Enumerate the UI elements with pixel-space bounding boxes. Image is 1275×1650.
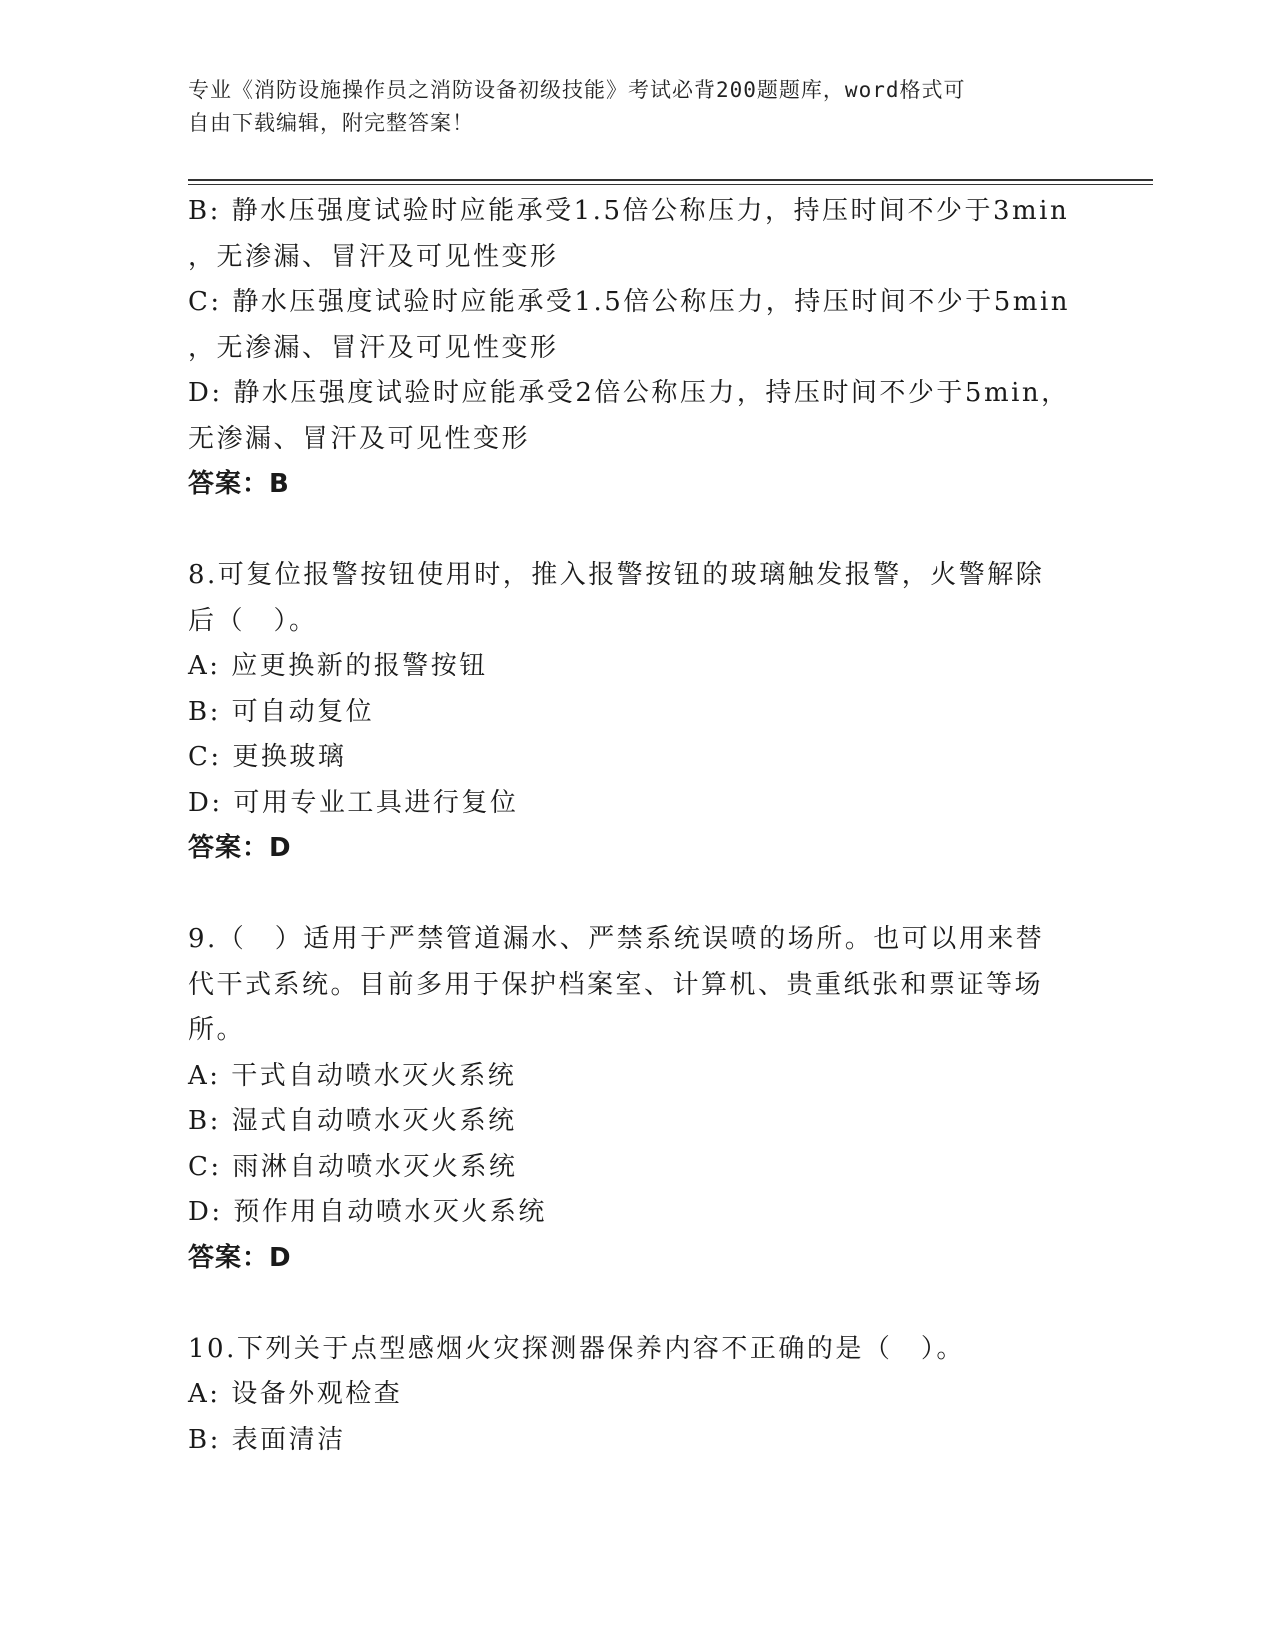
q8-option-d: D: 可用专业工具进行复位 — [188, 787, 519, 818]
q9-option-d: D: 预作用自动喷水灭火系统 — [188, 1197, 547, 1227]
q9-stem-line-3: 所。 — [188, 1015, 246, 1045]
q7-option-b-line-1: B: 静水压强度试验时应能承受1.5倍公称压力，持压时间不少于3min — [188, 196, 1070, 226]
q10-stem-line-1: 10.下列关于点型感烟火灾探测器保养内容不正确的是（ ）。 — [188, 1333, 965, 1364]
spacer — [188, 872, 1088, 918]
q10-option-a: A: 设备外观检查 — [188, 1379, 403, 1409]
header-line-1: 专业《消防设施操作员之消防设备初级技能》考试必背200题题库，word格式可 — [188, 78, 966, 102]
q9-stem-line-2: 代干式系统。目前多用于保护档案室、计算机、贵重纸张和票证等场 — [188, 969, 1044, 1000]
header-divider-thin — [188, 184, 1153, 185]
q7-option-d-line-2: 无渗漏、冒汗及可见性变形 — [188, 423, 531, 454]
q9-option-c: C: 雨淋自动喷水灭火系统 — [188, 1151, 518, 1182]
document-header — [188, 74, 1068, 140]
spacer — [188, 1281, 1088, 1327]
q10-option-b: B: 表面清洁 — [188, 1424, 346, 1455]
q9-option-b: B: 湿式自动喷水灭火系统 — [188, 1106, 517, 1136]
header-divider-thick — [188, 179, 1153, 181]
q7-answer: 答案：B — [188, 469, 290, 499]
q7-option-d-line-1: D: 静水压强度试验时应能承受2倍公称压力，持压时间不少于5min， — [188, 378, 1070, 408]
question-9-block — [188, 917, 1088, 1281]
q7-option-c-line-2: ，无渗漏、冒汗及可见性变形 — [188, 332, 559, 363]
q8-stem-line-2: 后（ ）。 — [188, 605, 318, 636]
question-8-block — [188, 553, 1088, 872]
question-7-block — [188, 189, 1088, 508]
q7-option-c-line-1: C: 静水压强度试验时应能承受1.5倍公称压力，持压时间不少于5min — [188, 287, 1071, 317]
question-10-block — [188, 1327, 1088, 1464]
q8-answer: 答案：D — [188, 833, 292, 863]
q8-option-a: A: 应更换新的报警按钮 — [188, 651, 488, 681]
q9-stem-line-1: 9.（ ）适用于严禁管道漏水、严禁系统误喷的场所。也可以用来替 — [188, 924, 1045, 954]
q9-answer: 答案：D — [188, 1242, 292, 1273]
spacer — [188, 508, 1088, 554]
q9-option-a: A: 干式自动喷水灭火系统 — [188, 1060, 517, 1091]
document-body — [188, 189, 1088, 1463]
q8-stem-line-1: 8.可复位报警按钮使用时，推入报警按钮的玻璃触发报警，火警解除 — [188, 560, 1045, 590]
q8-option-b: B: 可自动复位 — [188, 696, 375, 727]
header-line-2: 自由下载编辑，附完整答案！ — [188, 111, 474, 135]
q8-option-c: C: 更换玻璃 — [188, 742, 347, 772]
q7-option-b-line-2: ，无渗漏、冒汗及可见性变形 — [188, 241, 559, 272]
